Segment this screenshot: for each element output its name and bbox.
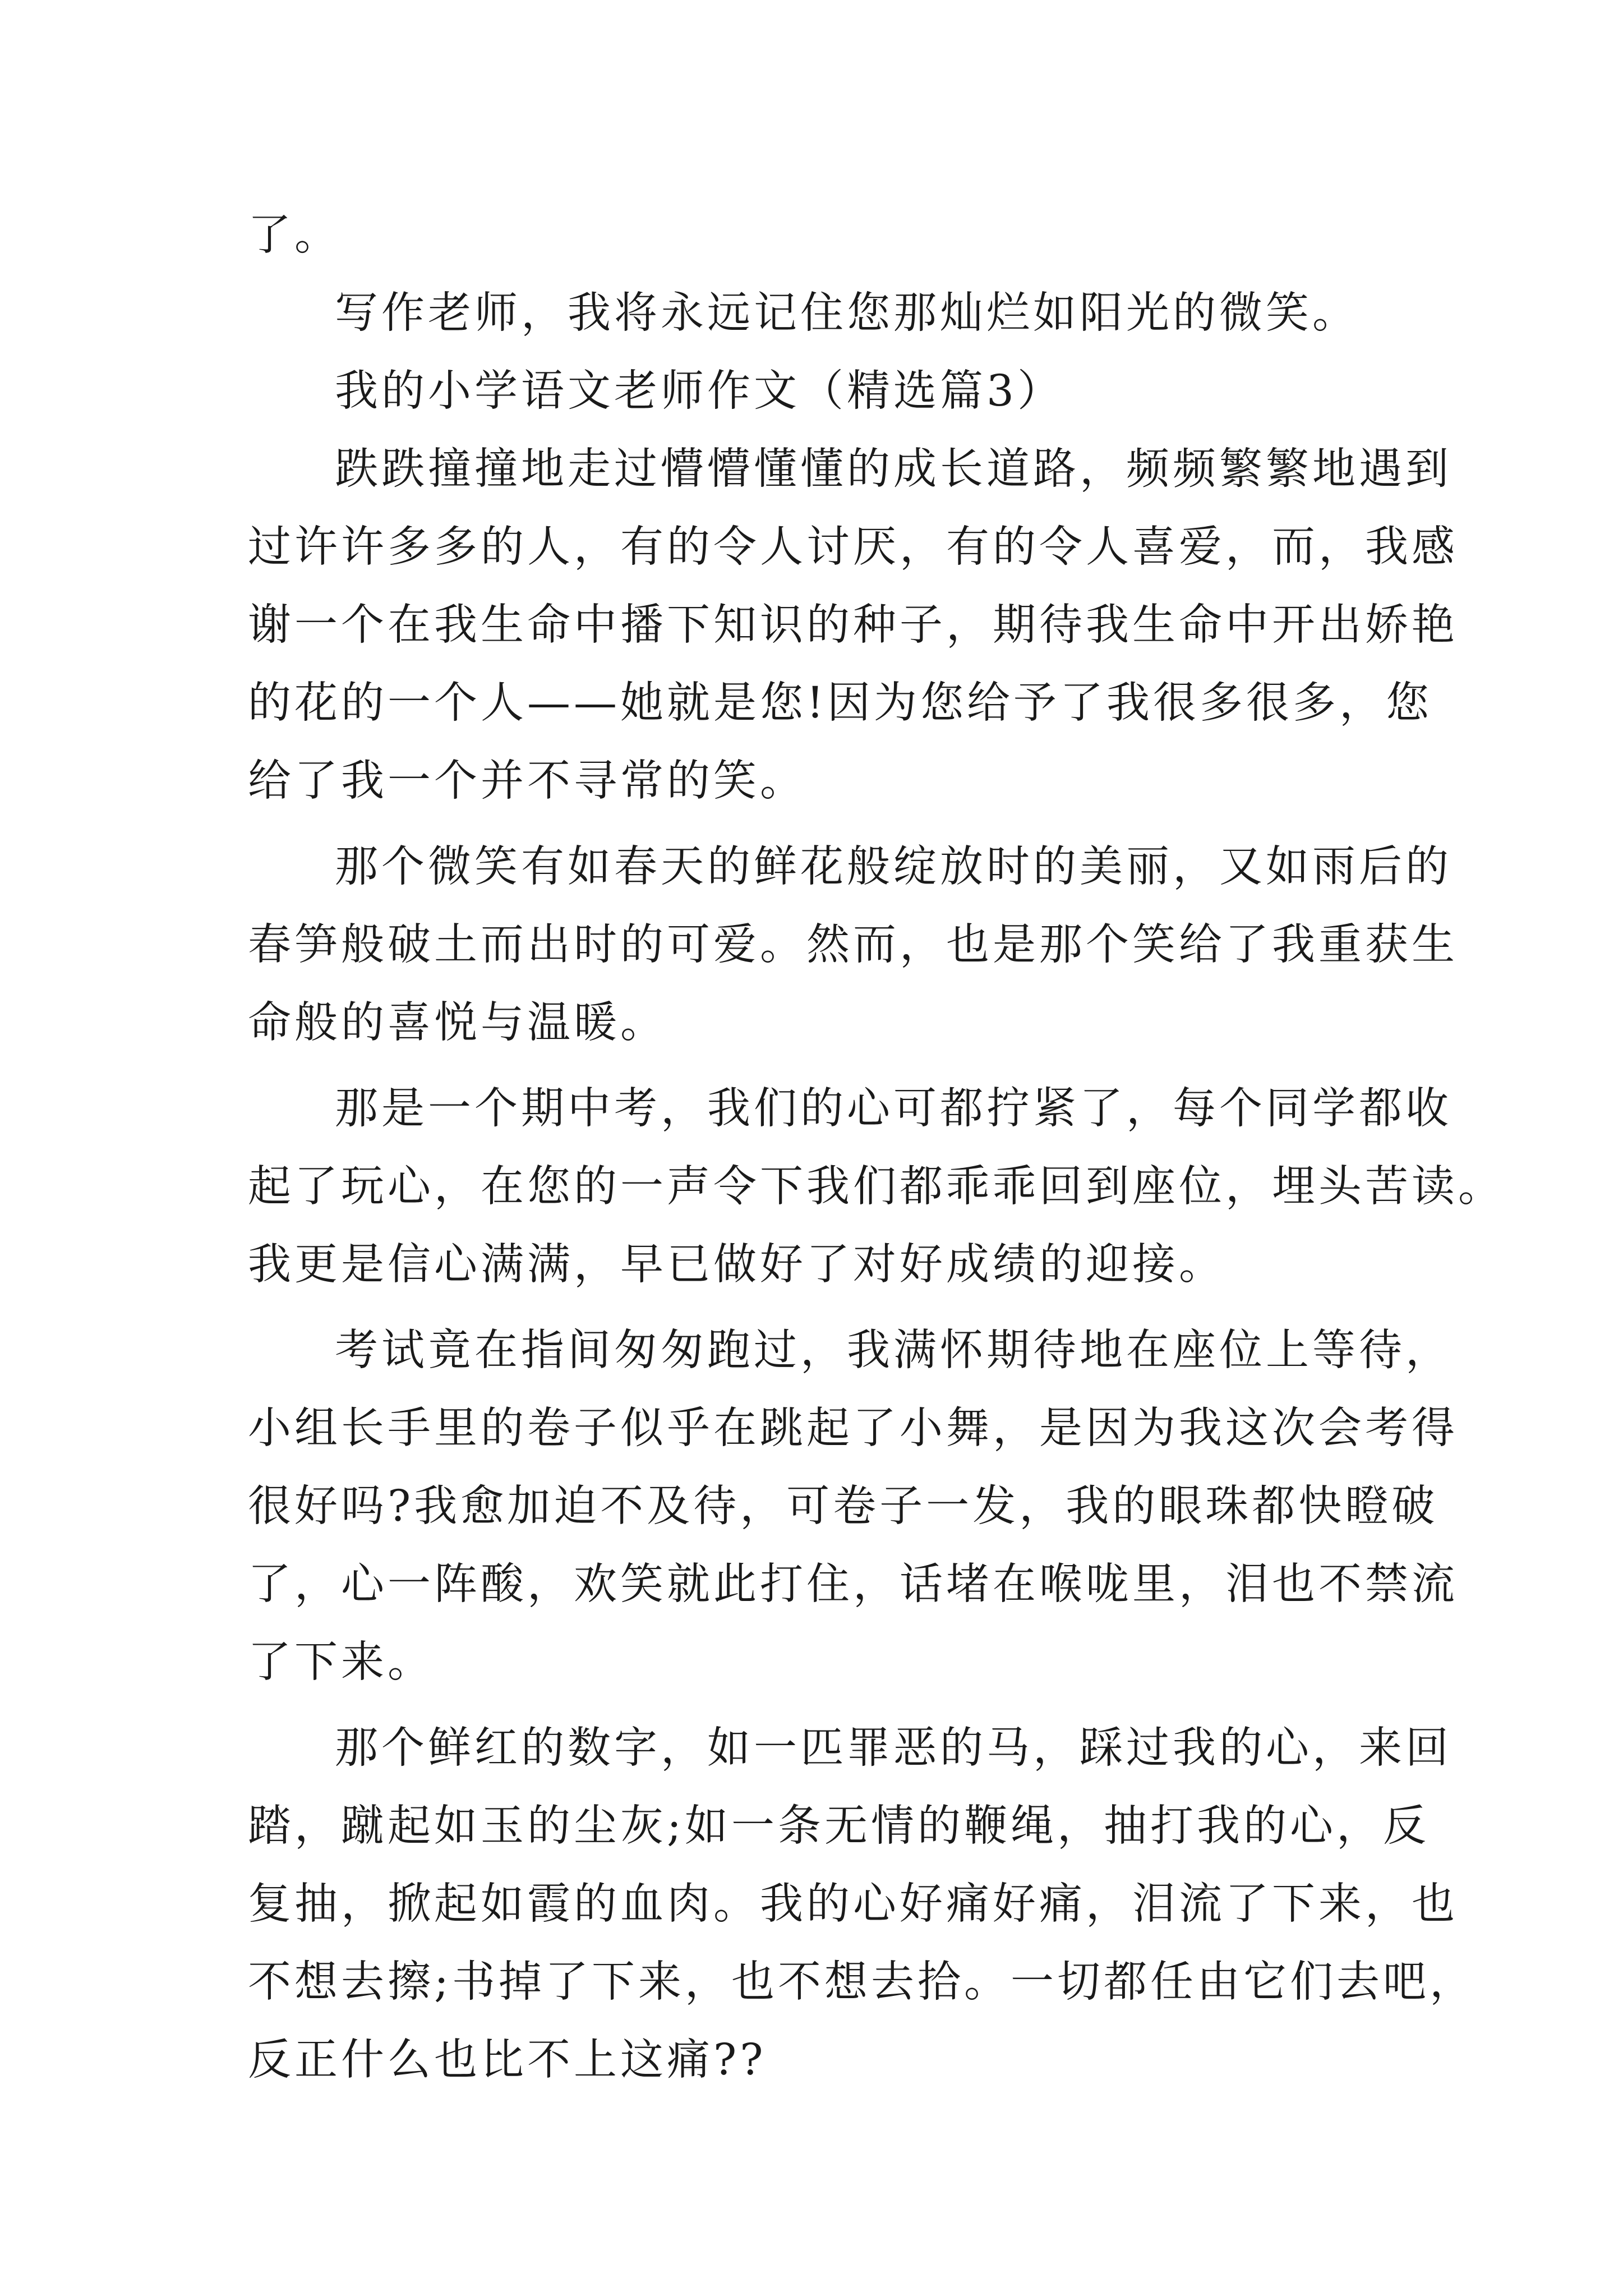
text-line: 复抽，掀起如霞的血肉。我的心好痛好痛，泪流了下来，也 [248, 1879, 1458, 1929]
paragraph-line: 跌跌撞撞地走过懵懵懂懂的成长道路，频频繁繁地遇到 [335, 444, 1452, 494]
text-line: 谢一个在我生命中播下知识的种子，期待我生命中开出娇艳 [248, 600, 1458, 650]
text-line: 了。 [248, 210, 341, 260]
text-line: 了，心一阵酸，欢笑就此打住，话堵在喉咙里，泪也不禁流 [248, 1559, 1458, 1609]
text-line: 很好吗?我愈加迫不及待，可卷子一发，我的眼珠都快瞪破 [248, 1481, 1438, 1531]
section-heading: 我的小学语文老师作文（精选篇3） [335, 366, 1064, 416]
text-line: 小组长手里的卷子似乎在跳起了小舞，是因为我这次会考得 [248, 1404, 1458, 1453]
text-line: 不想去擦;书掉了下来，也不想去拾。一切都任由它们去吧， [248, 1957, 1476, 2007]
text-line: 我更是信心满满，早已做好了对好成绩的迎接。 [248, 1240, 1225, 1290]
document-body [248, 196, 1505, 2099]
text-line: 了下来。 [248, 1637, 434, 1687]
paragraph-line: 那个鲜红的数字，如一匹罪恶的马，踩过我的心，来回 [335, 1723, 1452, 1773]
text-line: 的花的一个人——她就是您!因为您给予了我很多很多，您 [248, 678, 1432, 728]
paragraph-line: 那是一个期中考，我们的心可都拧紧了，每个同学都收 [335, 1084, 1452, 1134]
text-line: 命般的喜悦与温暖。 [248, 998, 667, 1048]
paragraph-line: 写作老师，我将永远记住您那灿烂如阳光的微笑。 [335, 288, 1359, 338]
paragraph-line: 考试竟在指间匆匆跑过，我满怀期待地在座位上等待， [335, 1326, 1452, 1375]
paragraph-line: 那个微笑有如春天的鲜花般绽放时的美丽，又如雨后的 [335, 842, 1452, 892]
text-line: 给了我一个并不寻常的笑。 [248, 756, 806, 806]
text-line: 反正什么也比不上这痛?? [248, 2035, 767, 2085]
text-line: 踏，蹴起如玉的尘灰;如一条无情的鞭绳，抽打我的心，反 [248, 1801, 1430, 1851]
text-line: 春笋般破土而出时的可爱。然而，也是那个笑给了我重获生 [248, 920, 1458, 970]
text-line: 过许许多多的人，有的令人讨厌，有的令人喜爱，而，我感 [248, 522, 1458, 572]
text-line: 起了玩心，在您的一声令下我们都乖乖回到座位，埋头苦读。 [248, 1162, 1505, 1212]
